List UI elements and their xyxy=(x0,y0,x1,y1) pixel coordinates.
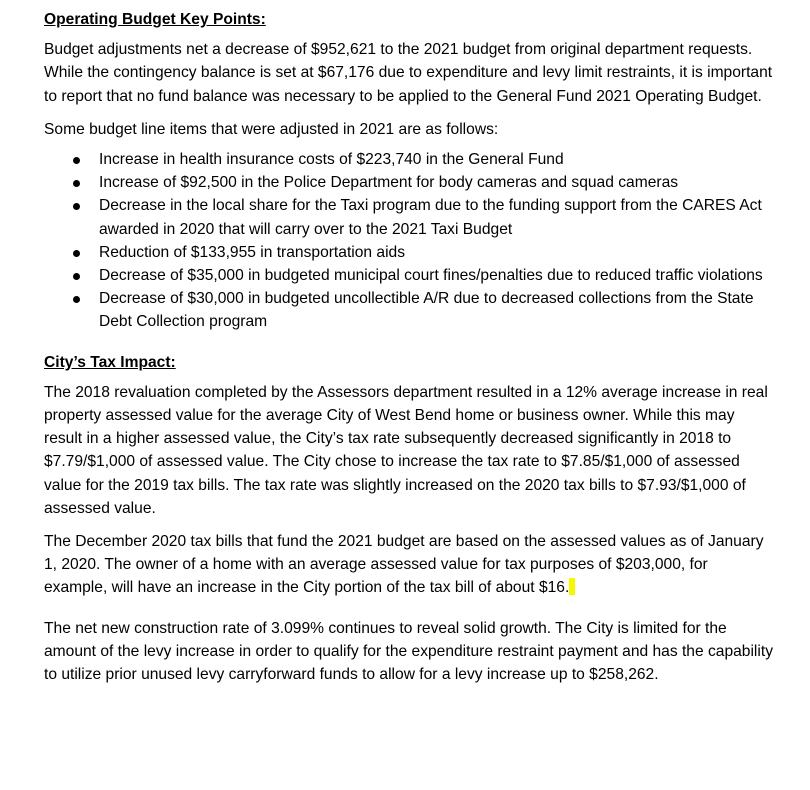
list-item-text: Decrease of $35,000 in budgeted municipal court fines/penalties due to reduced traffic violations xyxy=(99,267,763,285)
bullet-icon xyxy=(73,180,80,187)
list-item-text: Increase of $92,500 in the Police Department for body cameras and squad cameras xyxy=(99,174,679,192)
list-item-text: Reduction of $133,955 in transportation aids xyxy=(99,243,406,261)
document-page xyxy=(44,8,774,686)
section-heading-operating-budget: Operating Budget Key Points: xyxy=(44,11,266,28)
list-item xyxy=(44,241,774,264)
list-item xyxy=(44,264,774,287)
bullet-icon xyxy=(73,250,80,257)
bullet-icon xyxy=(73,157,80,164)
paragraph-tax-bills xyxy=(44,530,774,600)
list-item xyxy=(44,287,774,333)
paragraph-adjusted-items-intro: Some budget line items that were adjusted in 2021 are as follows: xyxy=(44,120,499,138)
bullet-icon xyxy=(73,203,80,210)
paragraph-budget-adjustments: Budget adjustments net a decrease of $952,621 to the 2021 budget from original department requests. While the contingency balance is set at $67,176 due to expenditure and levy limit restraints, it is important to report that no fund balance was necessary to be applied to the General Fund 2021 Operating Budget. xyxy=(44,41,773,105)
list-item xyxy=(44,194,774,240)
paragraph-revaluation: The 2018 revaluation completed by the Assessors department resulted in a 12% average increase in real property assessed value for the average City of West Bend home or business owner. While this may result in a higher assessed value, the City’s tax rate subsequently decreased significantly in 2018 to $7.79/$1,000 of assessed value. The City chose to increase the tax rate to $7.85/$1,000 of assessed value for the 2019 tax bills. The tax rate was slightly increased on the 2020 tax bills to $7.93/$1,000 of assessed value. xyxy=(44,383,768,517)
highlight-marker xyxy=(569,578,575,595)
adjusted-items-list xyxy=(44,148,774,334)
list-item-text: Decrease in the local share for the Taxi program due to the funding support from the CARES Act awarded in 2020 that will carry over to the 2021 Taxi Budget xyxy=(99,197,762,238)
section-heading-tax-impact: City’s Tax Impact: xyxy=(44,353,176,371)
bullet-icon xyxy=(73,273,80,280)
list-item xyxy=(44,171,774,194)
list-item xyxy=(44,148,774,171)
paragraph-tax-bills-text: The December 2020 tax bills that fund the 2021 budget are based on the assessed values as of January 1, 2020. The owner of a home with an average assessed value for tax purposes of $203,000, for example, will have an increase in the City portion of the tax bill of about $16. xyxy=(44,533,764,597)
paragraph-net-new-construction: The net new construction rate of 3.099% continues to reveal solid growth. The City is limited for the amount of the levy increase in order to qualify for the expenditure restraint payment and has the capability to utilize prior unused levy carryforward funds to allow for a levy increase up to $258,262. xyxy=(44,619,773,684)
list-item-text: Increase in health insurance costs of $223,740 in the General Fund xyxy=(99,151,564,169)
list-item-text: Decrease of $30,000 in budgeted uncollectible A/R due to decreased collections from the State Debt Collection program xyxy=(99,290,754,331)
bullet-icon xyxy=(73,296,80,303)
